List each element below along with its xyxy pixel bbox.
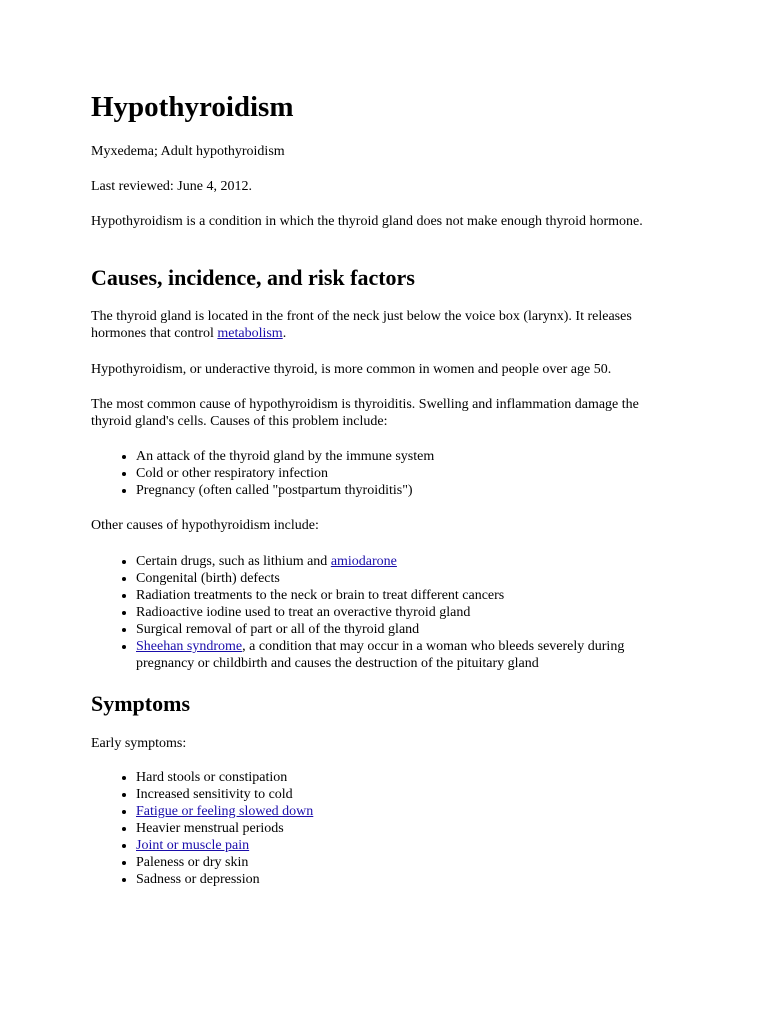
causes-p1-text: The thyroid gland is located in the front of the neck just below the voice box (larynx). It releases hormones that control <box>91 309 632 341</box>
symptom-item: • Sadness or depression <box>136 871 678 888</box>
list-item: • An attack of the thyroid gland by the immune system <box>136 448 678 465</box>
list-item: • Pregnancy (often called "postpartum thyroiditis") <box>136 482 678 499</box>
symptom-item: • Hard stools or constipation <box>136 769 678 786</box>
list-item: • Cold or other respiratory infection <box>136 465 678 482</box>
causes-paragraph-3: The most common cause of hypothyroidism is thyroiditis. Swelling and inflammation damage the thyroid gland's cells. Causes of this problem include: <box>91 397 639 429</box>
symptom-link[interactable]: Fatigue or feeling slowed down <box>136 804 314 819</box>
list-item: • Radioactive iodine used to treat an overactive thyroid gland <box>136 604 678 621</box>
other-causes-list <box>91 553 678 672</box>
metabolism-link[interactable]: metabolism <box>217 326 283 341</box>
list-item <box>136 553 678 570</box>
list-item: • Congenital (birth) defects <box>136 570 678 587</box>
symptom-item <box>136 803 678 820</box>
symptom-item: • Increased sensitivity to cold <box>136 786 678 803</box>
causes-paragraph-1 <box>91 308 678 342</box>
symptom-item: • Paleness or dry skin <box>136 854 678 871</box>
symptom-item <box>136 837 678 854</box>
symptom-link[interactable]: Joint or muscle pain <box>136 838 250 853</box>
intro-paragraph: Hypothyroidism is a condition in which the thyroid gland does not make enough thyroid hormone. <box>91 214 643 229</box>
amiodarone-link[interactable]: amiodarone <box>330 554 397 569</box>
symptom-item: • Heavier menstrual periods <box>136 820 678 837</box>
symptoms-heading: Symptoms <box>91 691 191 716</box>
list-item: • Surgical removal of part or all of the thyroid gland <box>136 621 678 638</box>
page-title: Hypothyroidism <box>91 91 294 123</box>
causes-paragraph-2: Hypothyroidism, or underactive thyroid, is more common in women and people over age 50. <box>91 362 612 377</box>
sheehan-syndrome-link[interactable]: Sheehan syndrome <box>136 639 243 654</box>
symptoms-list <box>91 769 678 888</box>
synonyms: Myxedema; Adult hypothyroidism <box>91 144 285 159</box>
symptoms-intro: Early symptoms: <box>91 736 187 751</box>
list-item: • Radiation treatments to the neck or brain to treat different cancers <box>136 587 678 604</box>
causes-paragraph-4: Other causes of hypothyroidism include: <box>91 518 319 533</box>
list-item <box>136 638 678 672</box>
last-reviewed: Last reviewed: June 4, 2012. <box>91 179 252 194</box>
thyroiditis-causes-list <box>91 448 678 499</box>
causes-heading: Causes, incidence, and risk factors <box>91 265 415 290</box>
list-item-text: Certain drugs, such as lithium and <box>136 554 331 569</box>
causes-p1-end: . <box>282 326 287 341</box>
list-item-text: , a condition that may occur in a woman who bleeds severely during pregnancy or childbirth and causes the destruction of the pituitary gland <box>136 639 625 671</box>
